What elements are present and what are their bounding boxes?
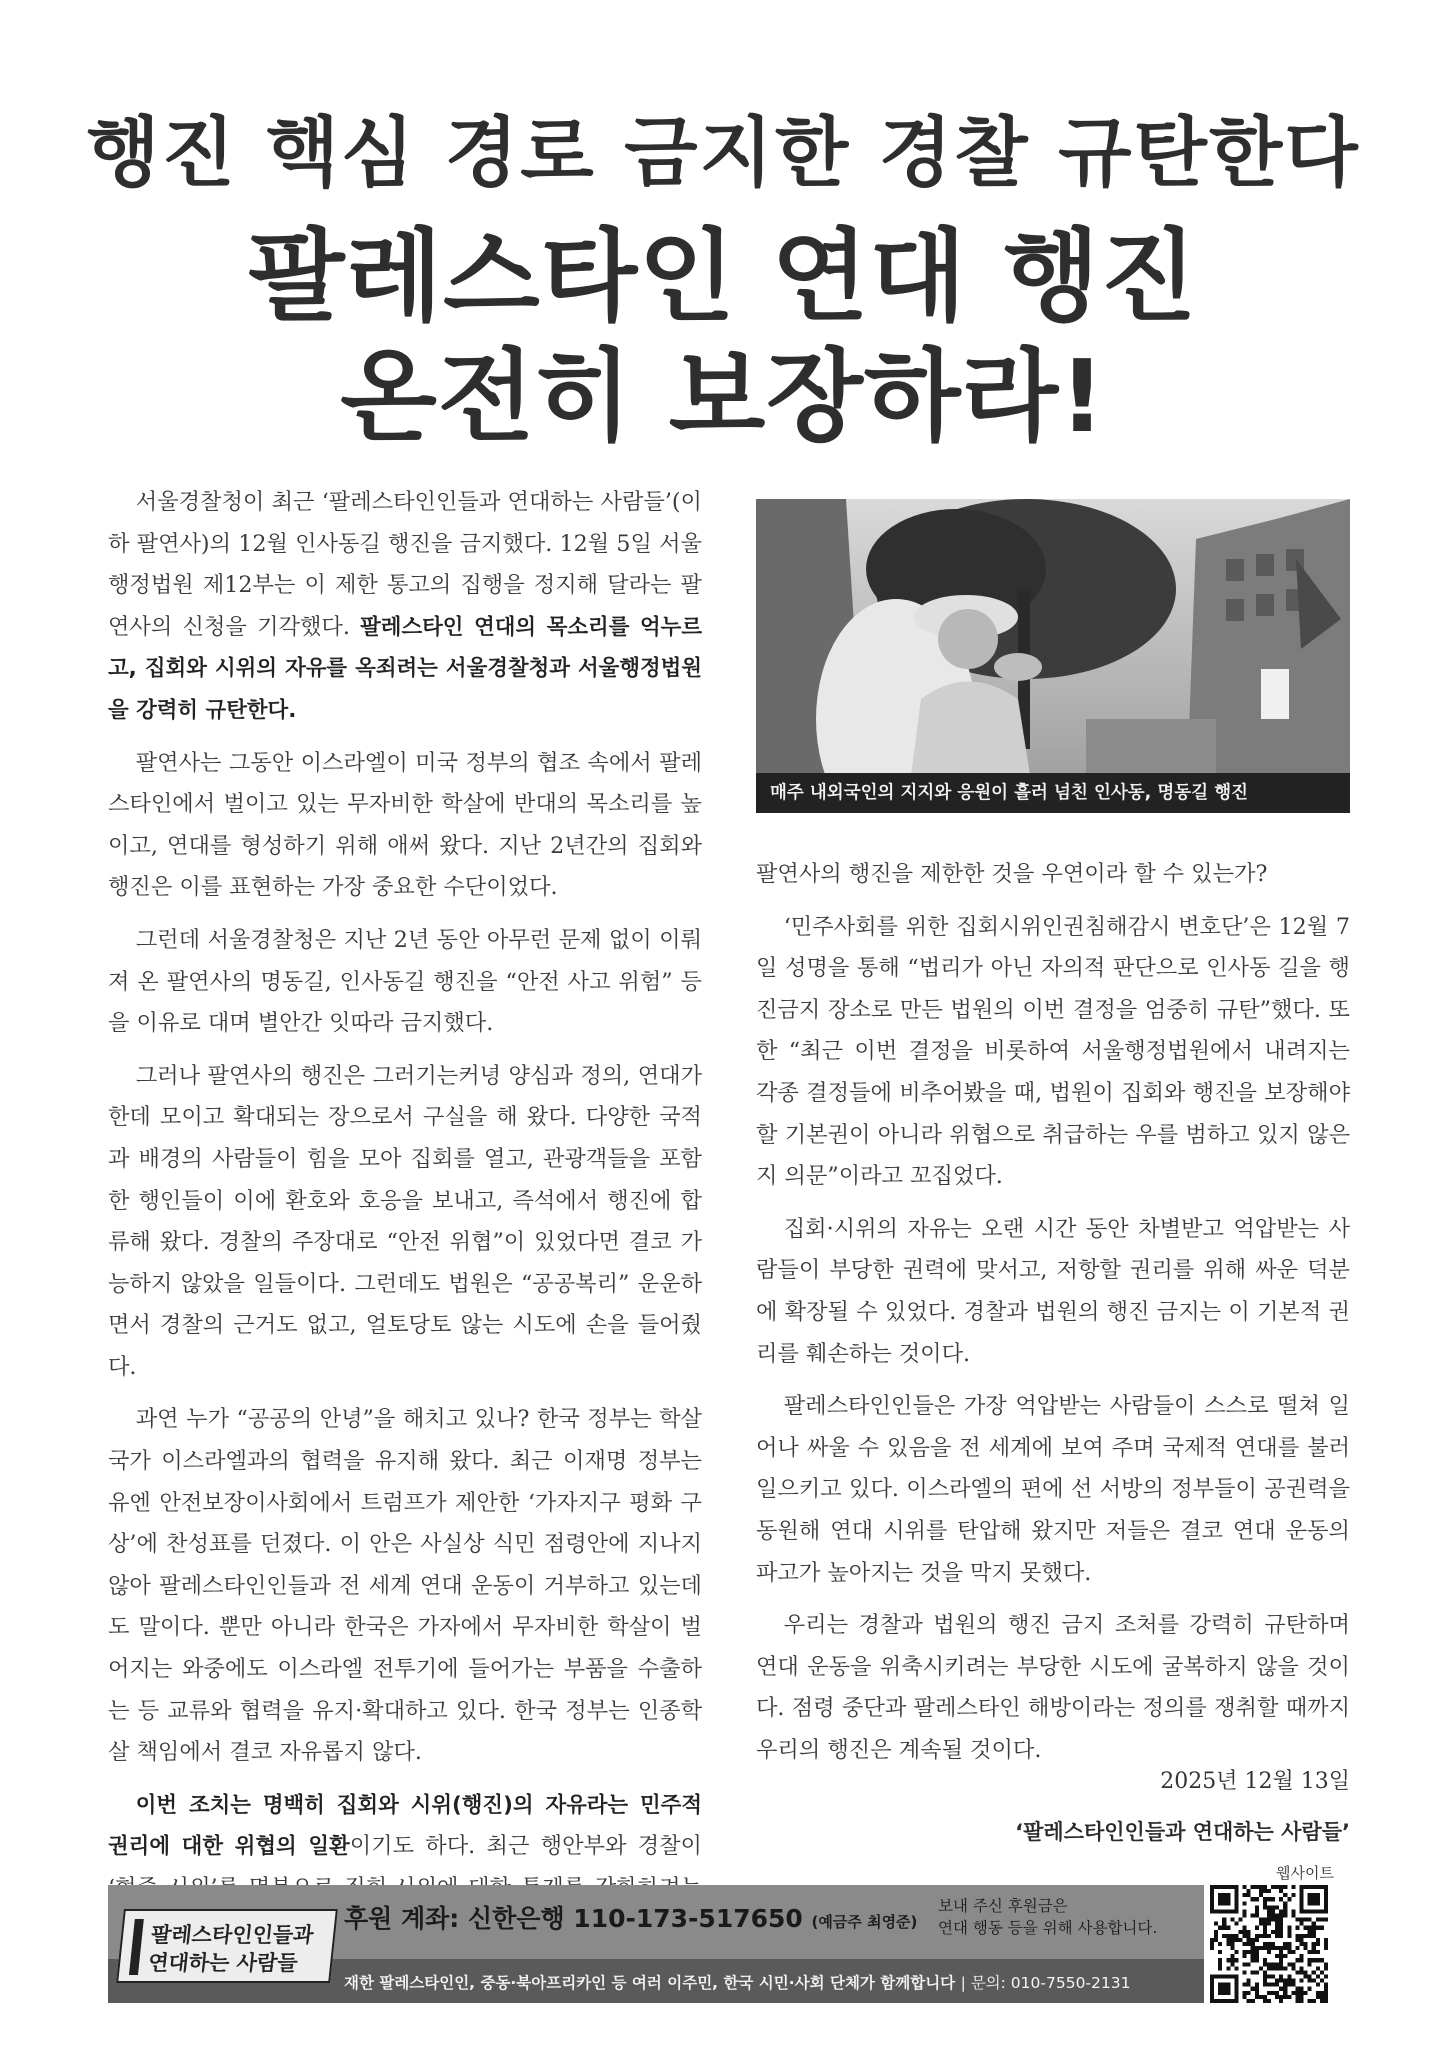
solidarity-label: 재한 팔레스타인인, 중동·북아프리카인 등 여러 이주민, 한국 시민·사회 단체가 함께합니다	[344, 1974, 956, 1992]
left-p6-text: 이기도 하다. 최근 행안부와 경찰이	[349, 1833, 702, 1860]
photo-illustration	[756, 499, 1350, 813]
account-holder: (예금주 최영준)	[811, 1913, 918, 1931]
left-p1-text: 서울경찰청이 최근 ‘팔레스타인인들과 연대하는 사람들’(이하 팔연사)의 12월 인사동길 행진을 금지했다. 12월 5일 서울행정법원 제12부는 이 제한 통고의 집행을 정지해 달라는 팔연사의 신청을 기각했다.	[108, 489, 702, 640]
qr-code-icon[interactable]	[1210, 1885, 1328, 2003]
headline-line3: 온전히 보장하라!	[340, 338, 1106, 455]
left-p1-bold: 팔레스타인 연대의 목소리를 억누르고, 집회와 시위의 자유를 옥죄려는 서울경찰청과 서울행정법원을 강력히 규탄한다.	[108, 614, 702, 723]
right-column	[756, 854, 1350, 1782]
footer-banner	[108, 1885, 1204, 2003]
right-paragraph-3: 팔레스타인인들은 가장 억압받는 사람들이 스스로 떨쳐 일어나 싸울 수 있음을 전 세계에 보여 주며 국제적 연대를 불러 일으키고 있다. 이스라엘의 편에 선 서방의 정부들이 공권력을 동원해 연대 시위를 탄압해 왔지만 저들은 결코 연대 운동의 파고가 높아지는 것을 막지 못했다.	[756, 1393, 1350, 1586]
right-paragraph-1: ‘민주사회를 위한 집회시위인권침해감시 변호단’은 12월 7일 성명을 통해 “법리가 아닌 자의적 판단으로 인사동 길을 행진금지 장소로 만든 법원의 이번 결정을 엄중히 규탄”했다. 또한 “최근 이번 결정을 비롯하여 서울행정법원에서 내려지는 각종 결정들에 비추어봤을 때, 법원이 집회와 행진을 보장해야할 기본권이 아니라 위협으로 취급하는 우를 범하고 있지 않은지 의문”이라고 꼬집었다.	[756, 913, 1350, 1190]
left-paragraph-2: 팔연사는 그동안 이스라엘이 미국 정부의 협조 속에서 팔레스타인에서 벌이고 있는 무자비한 학살에 반대의 목소리를 높이고, 연대를 형성하기 위해 애써 왔다. 지난 2년간의 집회와 행진은 이를 표현하는 가장 중요한 수단이었다.	[108, 749, 702, 901]
right-paragraph-2: 집회·시위의 자유는 오랜 시간 동안 차별받고 억압받는 사람들이 부당한 권력에 맞서고, 저항할 권리를 위해 싸운 덕분에 확장될 수 있었다. 경찰과 법원의 행진 금지는 이 기본적 권리를 훼손하는 것이다.	[756, 1215, 1350, 1367]
website-label: 웹사이트	[1276, 1864, 1334, 1882]
org-logo-bar	[129, 1919, 144, 1975]
left-paragraph-4: 그러나 팔연사의 행진은 그러기는커녕 양심과 정의, 연대가 한데 모이고 확대되는 장으로서 구실을 해 왔다. 다양한 국적과 배경의 사람들이 힘을 모아 집회를 열고, 관광객들을 포함한 행인들이 이에 환호와 호응을 보내고, 즉석에서 행진에 합류해 왔다. 경찰의 주장대로 “안전 위협”이 있었다면 결코 가능하지 않았을 일들이다. 그런데도 법원은 “공공복리” 운운하면서 경찰의 근거도 없고, 얼토당토 않는 시도에 손을 들어줬다.	[108, 1062, 702, 1380]
left-paragraph-3: 그런데 서울경찰청은 지난 2년 동안 아무런 문제 없이 이뤄져 온 팔연사의 명동길, 인사동길 행진을 “안전 사고 위험” 등을 이유로 대며 별안간 잇따라 금지했다.	[108, 926, 702, 1037]
photo-caption: 매주 내외국인의 지지와 응원이 흘러 넘친 인사동, 명동길 행진	[756, 773, 1350, 813]
headline-line1: 행진 핵심 경로 금지한 경찰 규탄한다	[86, 108, 1360, 197]
left-paragraph-1	[108, 482, 702, 732]
inquiry-phone: | 문의: 010-7550-2131	[960, 1974, 1131, 1992]
left-p6-bold: 이번 조치는 명백히 집회와 시위(행진)의 자유라는 민주적 권리에 대한 위협의 일환	[108, 1792, 702, 1860]
signature: ‘팔레스타인인들과 연대하는 사람들’	[1015, 1820, 1350, 1844]
qr-code-graphic	[1210, 1885, 1328, 2003]
headline-line2: 팔레스타인 연대 행진	[247, 218, 1199, 335]
account-number: 후원 계좌: 신한은행 110-173-517650	[344, 1904, 803, 1933]
left-column	[108, 482, 702, 1962]
donation-note-line1: 보내 주신 후원금은	[938, 1897, 1068, 1915]
march-photo	[756, 499, 1350, 813]
donation-account	[344, 1899, 917, 1935]
org-logo	[116, 1909, 338, 1983]
donation-note	[938, 1895, 1157, 1939]
statement-date: 2025년 12월 13일	[1160, 1769, 1350, 1794]
org-name-line2: 연대하는 사람들	[146, 1951, 299, 1975]
org-name-line1: 팔레스타인인들과	[149, 1923, 315, 1947]
right-paragraph-4: 우리는 경찰과 법원의 행진 금지 조처를 강력히 규탄하며 연대 운동을 위축시키려는 부당한 시도에 굴복하지 않을 것이다. 점령 중단과 팔레스타인 해방이라는 정의를 쟁취할 때까지 우리의 행진은 계속될 것이다.	[756, 1612, 1350, 1763]
left-paragraph-5: 과연 누가 “공공의 안녕”을 해치고 있나? 한국 정부는 학살 국가 이스라엘과의 협력을 유지해 왔다. 최근 이재명 정부는 유엔 안전보장이사회에서 트럼프가 제안한 ‘가자지구 평화 구상’에 찬성표를 던졌다. 이 안은 사실상 식민 점령안에 지나지 않아 팔레스타인인들과 전 세계 연대 운동이 거부하고 있는데도 말이다. 뿐만 아니라 한국은 가자에서 무자비한 학살이 벌어지는 와중에도 이스라엘 전투기에 들어가는 부품을 수출하는 등 교류와 협력을 유지·확대하고 있다. 한국 정부는 인종학살 책임에서 결코 자유롭지 않다.	[108, 1406, 702, 1766]
solidarity-text	[344, 1971, 1130, 1993]
donation-note-line2: 연대 행동 등을 위해 사용합니다.	[938, 1919, 1158, 1937]
right-paragraph-0: 팔연사의 행진을 제한한 것을 우연이라 할 수 있는가?	[756, 861, 1268, 887]
